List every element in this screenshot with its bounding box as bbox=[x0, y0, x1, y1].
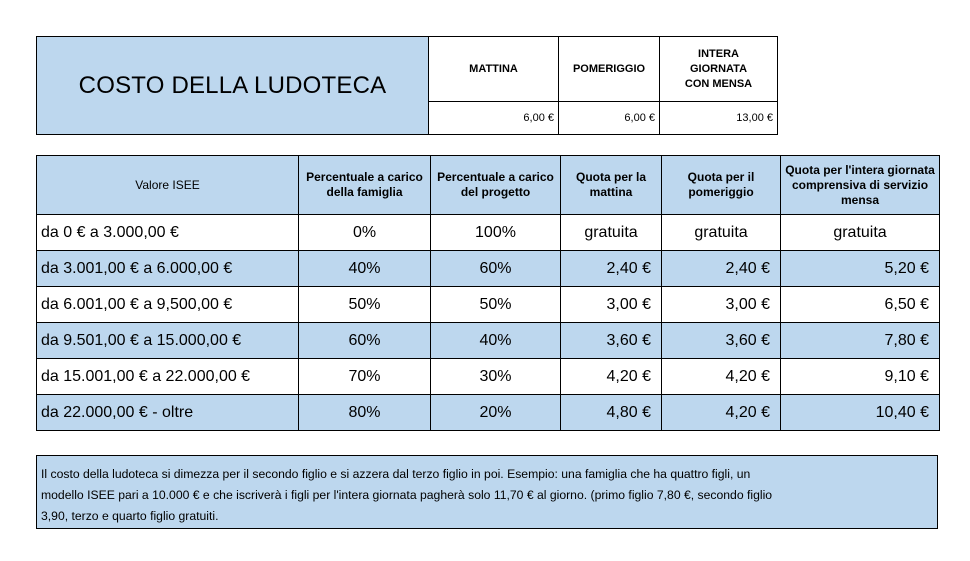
cell-range: da 0 € a 3.000,00 € bbox=[37, 215, 299, 251]
price-mattina: 6,00 € bbox=[429, 102, 559, 135]
cell-range: da 3.001,00 € a 6.000,00 € bbox=[37, 251, 299, 287]
table-header-row bbox=[37, 156, 940, 215]
cell-progetto: 40% bbox=[431, 323, 561, 359]
page-title: COSTO DELLA LUDOTECA bbox=[37, 37, 429, 135]
table-row bbox=[37, 359, 940, 395]
note-line: Il costo della ludoteca si dimezza per il secondo figlio e si azzera dal terzo figlio in poi. Esempio: una famiglia che ha quattro figli, un bbox=[41, 467, 751, 481]
cell-famiglia: 80% bbox=[299, 395, 431, 431]
col-header-intera: Quota per l'intera giornata comprensiva di servizio mensa bbox=[781, 156, 940, 215]
cell-mattina: gratuita bbox=[561, 215, 662, 251]
col-header-mattina: Quota per la mattina bbox=[561, 156, 662, 215]
col-header-progetto: Percentuale a carico del progetto bbox=[431, 156, 561, 215]
col-header-isee: Valore ISEE bbox=[37, 156, 299, 215]
cell-mattina: 4,80 € bbox=[561, 395, 662, 431]
cell-mattina: 3,00 € bbox=[561, 287, 662, 323]
table-row bbox=[37, 323, 940, 359]
cell-intera: 5,20 € bbox=[781, 251, 940, 287]
cell-range: da 9.501,00 € a 15.000,00 € bbox=[37, 323, 299, 359]
table-row bbox=[37, 395, 940, 431]
cell-famiglia: 0% bbox=[299, 215, 431, 251]
cost-summary-table bbox=[36, 36, 778, 135]
note-line: 3,90, terzo e quarto figlio gratuiti. bbox=[41, 509, 219, 523]
cell-mattina: 2,40 € bbox=[561, 251, 662, 287]
table-row bbox=[37, 287, 940, 323]
cell-pomeriggio: 3,60 € bbox=[662, 323, 781, 359]
cell-progetto: 50% bbox=[431, 287, 561, 323]
cell-progetto: 30% bbox=[431, 359, 561, 395]
cell-mattina: 4,20 € bbox=[561, 359, 662, 395]
cell-range: da 15.001,00 € a 22.000,00 € bbox=[37, 359, 299, 395]
cell-intera: 9,10 € bbox=[781, 359, 940, 395]
isee-fee-table bbox=[36, 155, 940, 431]
cell-progetto: 20% bbox=[431, 395, 561, 431]
cell-intera: 7,80 € bbox=[781, 323, 940, 359]
price-pomeriggio: 6,00 € bbox=[559, 102, 660, 135]
table-row bbox=[37, 251, 940, 287]
header-intera-line: CON MENSA bbox=[684, 77, 753, 90]
cell-progetto: 100% bbox=[431, 215, 561, 251]
cell-pomeriggio: 2,40 € bbox=[662, 251, 781, 287]
cell-mattina: 3,60 € bbox=[561, 323, 662, 359]
header-intera-line: GIORNATA bbox=[689, 62, 748, 75]
cell-pomeriggio: 3,00 € bbox=[662, 287, 781, 323]
cell-intera: 6,50 € bbox=[781, 287, 940, 323]
table-row bbox=[37, 215, 940, 251]
header-intera-line: INTERA bbox=[698, 47, 739, 60]
discount-note bbox=[36, 455, 938, 529]
price-intera-giornata: 13,00 € bbox=[660, 102, 778, 135]
cell-famiglia: 70% bbox=[299, 359, 431, 395]
cell-pomeriggio: 4,20 € bbox=[662, 395, 781, 431]
cell-famiglia: 50% bbox=[299, 287, 431, 323]
note-line: modello ISEE pari a 10.000 € e che iscriverà i figli per l'intera giornata pagherà solo 11,70 € al giorno. (primo figlio 7,80 €, secondo figlio bbox=[41, 488, 773, 502]
cell-famiglia: 40% bbox=[299, 251, 431, 287]
col-header-famiglia: Percentuale a carico della famiglia bbox=[299, 156, 431, 215]
cell-range: da 6.001,00 € a 9,500,00 € bbox=[37, 287, 299, 323]
cell-progetto: 60% bbox=[431, 251, 561, 287]
cell-intera: gratuita bbox=[781, 215, 940, 251]
header-mattina: MATTINA bbox=[429, 37, 559, 102]
cell-pomeriggio: 4,20 € bbox=[662, 359, 781, 395]
col-header-pomeriggio: Quota per il pomeriggio bbox=[662, 156, 781, 215]
header-pomeriggio: POMERIGGIO bbox=[559, 37, 660, 102]
cell-pomeriggio: gratuita bbox=[662, 215, 781, 251]
cell-famiglia: 60% bbox=[299, 323, 431, 359]
header-intera-giornata bbox=[660, 37, 778, 102]
cell-range: da 22.000,00 € - oltre bbox=[37, 395, 299, 431]
cell-intera: 10,40 € bbox=[781, 395, 940, 431]
